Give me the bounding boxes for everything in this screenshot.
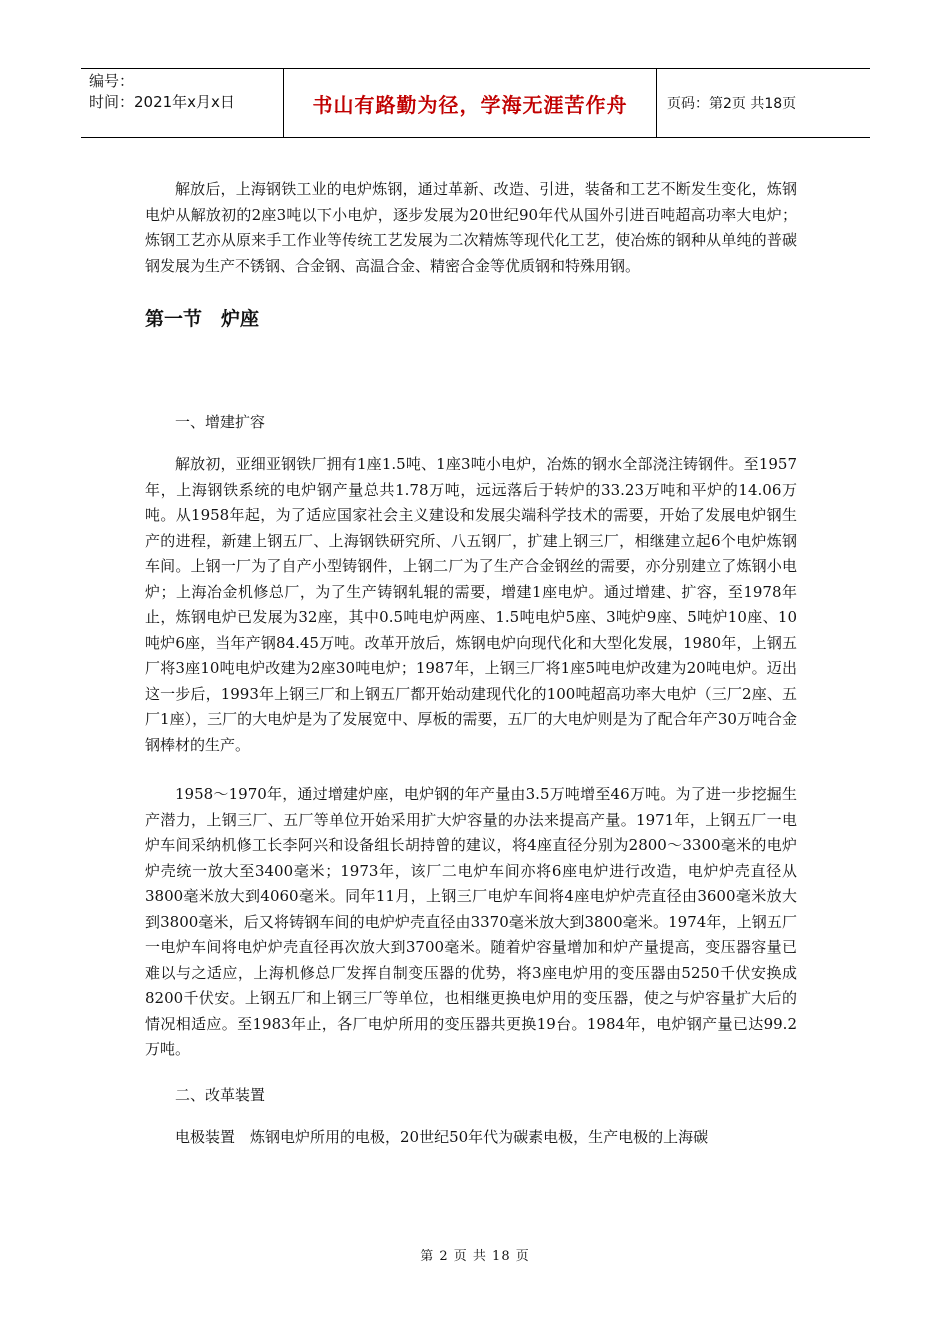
header-meta-cell xyxy=(81,69,284,137)
header-motto: 书山有路勤为径，学海无涯苦作舟 xyxy=(284,69,657,137)
page-footer: 第 2 页 共 18 页 xyxy=(420,1249,530,1264)
intro-paragraph: 解放后，上海钢铁工业的电炉炼钢，通过革新、改造、引进，装备和工艺不断发生变化，炼钢电炉从解放初的2座3吨以下小电炉，逐步发展为20世纪90年代从国外引进百吨超高功率大电炉；炼钢工艺亦从原来手工作业等传统工艺发展为二次精炼等现代化工艺，使冶炼的钢种从单纯的普碳钢发展为生产不锈钢、合金钢、高温合金、精密合金等优质钢和特殊用钢。 xyxy=(145,180,797,275)
document-body xyxy=(145,177,797,1151)
paragraph-3: 电极装置 炼钢电炉所用的电极，20世纪50年代为碳素电极，生产电极的上海碳 xyxy=(175,1128,709,1146)
subsection-title-2: 二、改革装置 xyxy=(175,1085,266,1104)
paragraph-2: 1958～1970年，通过增建炉座，电炉钢的年产量由3.5万吨增至46万吨。为了进一步挖掘生产潜力，上钢三厂、五厂等单位开始采用扩大炉容量的办法来提高产量。1971年，上钢五厂一电炉车间采纳机修工长李阿兴和设备组长胡持曾的建议，将4座直径分别为2800～3300毫米的电炉炉壳统一放大至3400毫米；1973年，该厂二电炉车间亦将6座电炉进行改造，电炉炉壳直径从3800毫米放大到4060毫米。同年11月，上钢三厂电炉车间将4座电炉炉壳直径由3600毫米放大到3800毫米，后又将铸钢车间的电炉炉壳直径由3370毫米放大到3800毫米。1974年，上钢五厂一电炉车间将电炉炉壳直径再次放大到3700毫米。随着炉容量增加和炉产量提高，变压器容量已难以与之适应，上海机修总厂发挥自制变压器的优势，将3座电炉用的变压器由5250千伏安换成8200千伏安。上钢五厂和上钢三厂等单位，也相继更换电炉用的变压器，使之与炉容量扩大后的情况相适应。至1983年止，各厂电炉所用的变压器共更换19台。1984年，电炉钢产量已达99.2万吨。 xyxy=(145,785,797,1058)
header-page-info: 页码：第2页 共18页 xyxy=(667,96,797,112)
paragraph-1: 解放初，亚细亚钢铁厂拥有1座1.5吨、1座3吨小电炉，冶炼的钢水全部浇注铸钢件。至1957年，上海钢铁系统的电炉钢产量总共1.78万吨，远远落后于转炉的33.23万吨和平炉的14.06万吨。从1958年起，为了适应国家社会主义建设和发展尖端科学技术的需要，开始了发展电炉钢生产的进程，新建上钢五厂、上海钢铁研究所、八五钢厂，扩建上钢三厂，相继建立起6个电炉炼钢车间。上钢一厂为了自产小型铸钢件，上钢二厂为了生产合金钢丝的需要，亦分别建立了炼钢小电炉；上海冶金机修总厂，为了生产铸钢轧辊的需要，增建1座电炉。通过增建、扩容，至1978年止，炼钢电炉已发展为32座，其中0.5吨电炉两座、1.5吨电炉5座、3吨炉9座、5吨炉10座、10吨炉6座，当年产钢84.45万吨。改革开放后，炼钢电炉向现代化和大型化发展，1980年，上钢五厂将3座10吨电炉改建为2座30吨电炉；1987年，上钢三厂将1座5吨电炉改建为20吨电炉。迈出这一步后，1993年上钢三厂和上钢五厂都开始动建现代化的100吨超高功率大电炉（三厂2座、五厂1座），三厂的大电炉是为了发展宽中、厚板的需要，五厂的大电炉则是为了配合年产30万吨合金钢棒材的生产。 xyxy=(145,455,797,754)
number-label: 编号： xyxy=(89,72,135,90)
document-header xyxy=(81,68,870,138)
subsection-title-1: 一、增建扩容 xyxy=(175,412,266,431)
time-label: 时间：2021年x月x日 xyxy=(89,93,235,111)
section-title: 第一节 炉座 xyxy=(145,308,260,330)
